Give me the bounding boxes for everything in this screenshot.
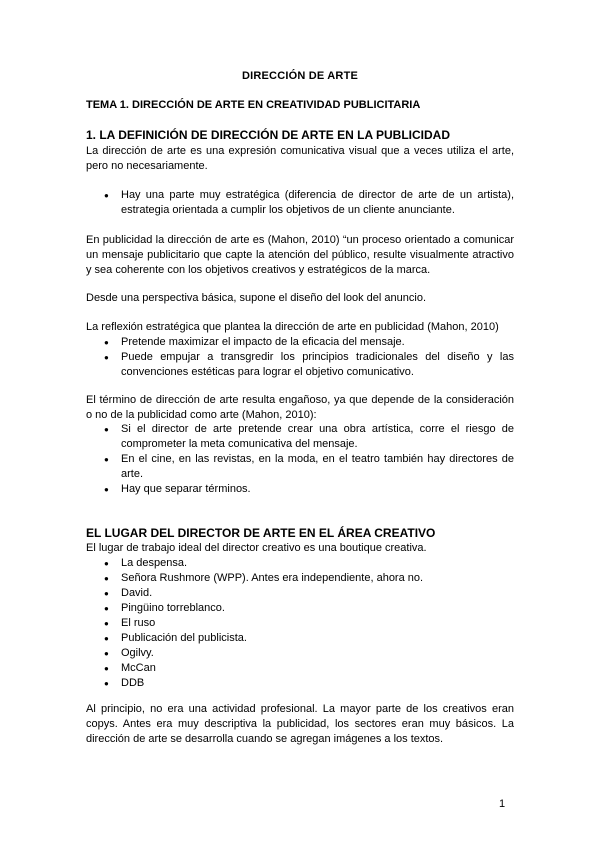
list-item: ● Pingüino torreblanco. bbox=[104, 601, 514, 616]
list-item: ● Puede empujar a transgredir los principios tradicionales del diseño y las convenciones estéticas para lograr el objetivo comunicativo. bbox=[104, 350, 514, 380]
list-item: ● Si el director de arte pretende crear una obra artística, corre el riesgo de comprometer la meta comunicativa del mensaje. bbox=[104, 422, 514, 452]
section-1-intro: La dirección de arte es una expresión comunicativa visual que a veces utiliza el arte, pero no necesariamente. bbox=[86, 145, 514, 172]
list-item: ● En el cine, en las revistas, en la moda, en el teatro también hay directores de arte. bbox=[104, 452, 514, 482]
document-title: DIRECCIÓN DE ARTE bbox=[241, 70, 359, 82]
list-item: ● Hay una parte muy estratégica (diferencia de director de arte de un artista), estrategia orientada a cumplir los objetivos de un cliente anunciante. bbox=[104, 188, 514, 218]
list-item: ● David. bbox=[104, 586, 514, 601]
paragraph-look: Desde una perspectiva básica, supone el diseño del look del anuncio. bbox=[86, 292, 427, 304]
closing-paragraph: Al principio, no era una actividad profesional. La mayor parte de los creativos eran copys. Antes era muy descriptiva la publicidad, los sectores eran muy básicos. La dirección de arte se desarrolla cuando se agregan imágenes a los textos. bbox=[86, 703, 514, 745]
topic-heading: TEMA 1. DIRECCIÓN DE ARTE EN CREATIVIDAD PUBLICITARIA bbox=[86, 99, 421, 111]
bullet-list-strategy bbox=[104, 188, 514, 218]
list-item: ● Ogilvy. bbox=[104, 646, 514, 661]
list-item: ● McCan bbox=[104, 661, 514, 676]
list-item: ● La despensa. bbox=[104, 556, 514, 571]
list-item: ● Señora Rushmore (WPP). Antes era independiente, ahora no. bbox=[104, 571, 514, 586]
bullet-list-reflection bbox=[104, 335, 514, 380]
bullet-list-agencies bbox=[104, 556, 514, 691]
list-item: ● El ruso bbox=[104, 616, 514, 631]
section-1-heading: 1. LA DEFINICIÓN DE DIRECCIÓN DE ARTE EN LA PUBLICIDAD bbox=[86, 128, 451, 142]
list-item: ● Hay que separar términos. bbox=[104, 482, 514, 497]
section-2-heading: EL LUGAR DEL DIRECTOR DE ARTE EN EL ÁREA CREATIVO bbox=[86, 526, 436, 540]
list-item: ● DDB bbox=[104, 676, 514, 691]
paragraph-strategic-reflection: La reflexión estratégica que plantea la dirección de arte en publicidad (Mahon, 2010) bbox=[86, 321, 499, 333]
paragraph-term: El término de dirección de arte resulta engañoso, ya que depende de la consideración o no de la publicidad como arte (Mahon, 2010): bbox=[86, 394, 514, 421]
page-number: 1 bbox=[499, 798, 506, 810]
paragraph-mahon-definition: En publicidad la dirección de arte es (Mahon, 2010) “un proceso orientado a comunicar un mensaje publicitario que capte la atención del público, resulte visualmente atractivo y sea coherente con los objetivos creativos y estratégicos de la marca. bbox=[86, 234, 514, 276]
list-item: ● Pretende maximizar el impacto de la eficacia del mensaje. bbox=[104, 335, 514, 350]
list-item: ● Publicación del publicista. bbox=[104, 631, 514, 646]
bullet-list-term bbox=[104, 422, 514, 497]
section-2-intro: El lugar de trabajo ideal del director creativo es una boutique creativa. bbox=[86, 542, 427, 554]
